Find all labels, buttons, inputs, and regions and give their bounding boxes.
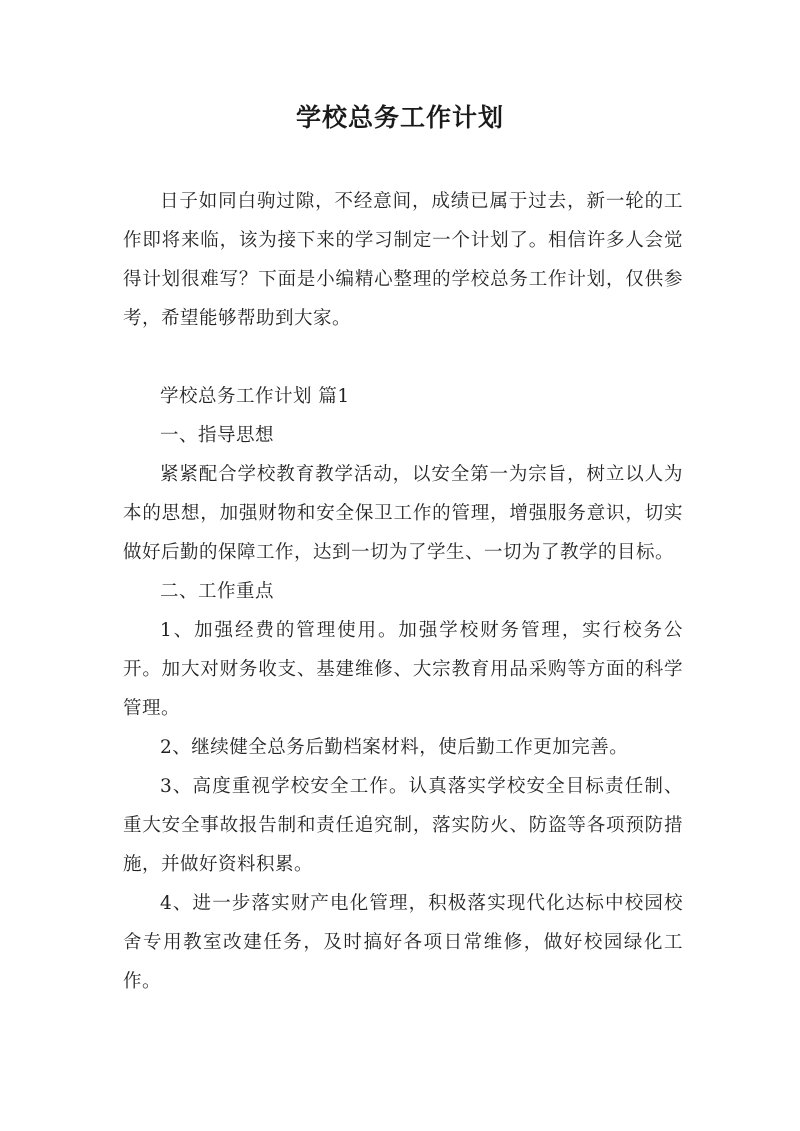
heading-work-focus: 二、工作重点: [160, 581, 275, 602]
document-title: 学校总务工作计划: [295, 103, 504, 132]
intro-paragraph: 日子如同白驹过隙，不经意间，成绩已属于过去，新一轮的工作即将来临，该为接下来的学习制定一个计划了。相信许多人会觉得计划很难写？下面是小编精心整理的学校总务工作计划，仅供参考，希望能够帮助到大家。: [123, 191, 683, 329]
list-item: 4、进一步落实财产电化管理，积极落实现代化达标中校园校舍专用教室改建任务，及时搞好各项日常维修，做好校园绿化工作。: [123, 893, 683, 992]
paragraph-guiding-ideology: 紧紧配合学校教育教学活动，以安全第一为宗旨，树立以人为本的思想，加强财物和安全保卫工作的管理，增强服务意识，切实做好后勤的保障工作，达到一切为了学生、一切为了教学的目标。: [123, 464, 683, 563]
paragraph-spacer: [123, 338, 683, 377]
section-title: 学校总务工作计划 篇1: [160, 386, 350, 407]
list-item: 2、继续健全总务后勤档案材料，使后勤工作更加完善。: [160, 737, 629, 758]
document-body: [123, 182, 683, 1001]
list-item: 3、高度重视学校安全工作。认真落实学校安全目标责任制、重大安全事故报告制和责任追究制，落实防火、防盗等各项预防措施，并做好资料积累。: [123, 776, 683, 875]
heading-guiding-ideology: 一、指导思想: [160, 425, 275, 446]
list-item: 1、加强经费的管理使用。加强学校财务管理，实行校务公开。加大对财务收支、基建维修、大宗教育用品采购等方面的科学管理。: [123, 620, 683, 719]
